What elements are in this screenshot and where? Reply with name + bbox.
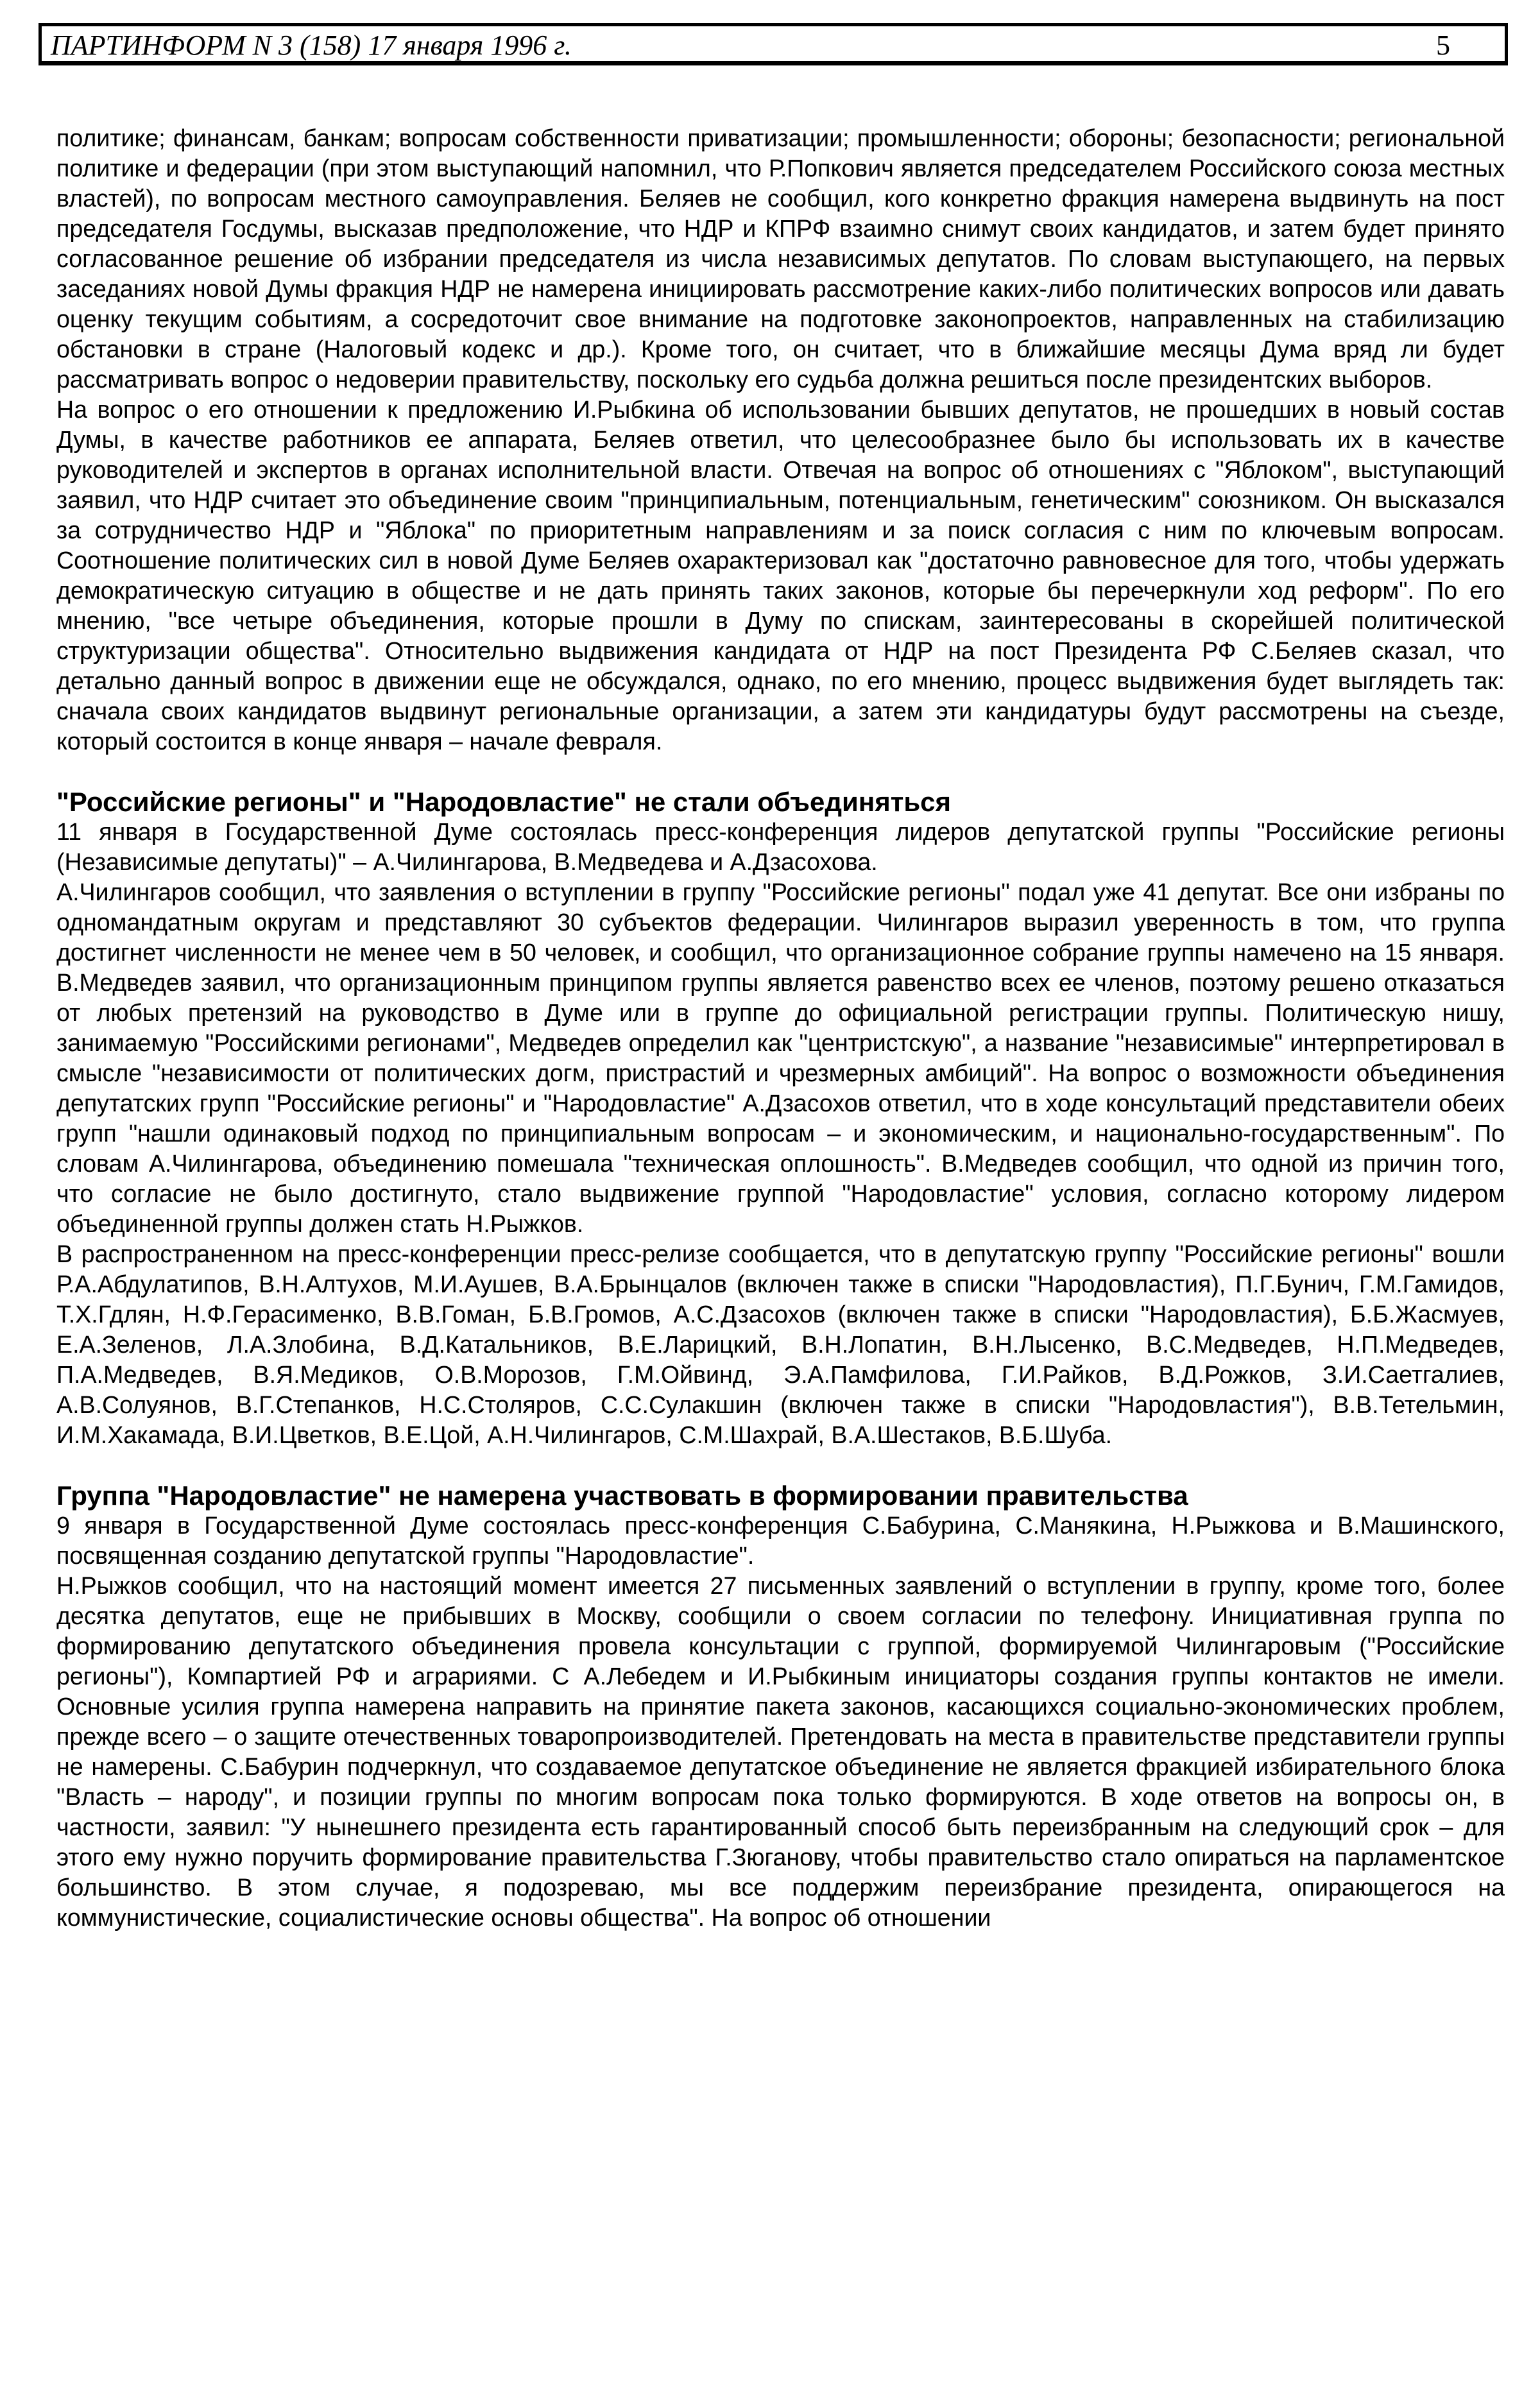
page-header [38,23,1508,65]
article2-heading: "Российские регионы" и "Народовластие" не стали объединяться [56,787,951,817]
article3-paragraph-2: Н.Рыжков сообщил, что на настоящий момент имеется 27 письменных заявлений о вступлении в группу, кроме того, более десятка депутатов, еще не прибывших в Москву, сообщили о своем согласии по телефону. Инициативная группа по формированию депутатского объединения провела консультации с группой, формируемой Чилингаровым ("Российские регионы"), Компартией РФ и аграриями. С А.Лебедем и И.Рыбкиным инициаторы создания группы контактов не имели. Основные усилия группа намерена направить на принятие пакета законов, касающихся социально-экономических проблем, прежде всего – о защите отечественных товаропроизводителей. Претендовать на места в правительстве представители группы не намерены. С.Бабурин подчеркнул, что создаваемое депутатское объединение не является фракцией избирательного блока "Власть – народу", и позиции группы по многим вопросам пока только формируются. В ходе ответов на вопросы он, в частности, заявил: "У нынешнего президента есть гарантированный способ быть переизбранным на следующий срок – для этого ему нужно поручить формирование правительства Г.Зюганову, чтобы правительство стало опираться на парламентское большинство. В этом случае, я подозреваю, мы все поддержим переизбрание президента, опирающегося на коммунистические, социалистические основы общества". На вопрос об отношении [56,1572,1505,1931]
publication-title: ПАРТИНФОРМ N 3 (158) 17 января 1996 г. [51,30,572,61]
article2-paragraph-1: 11 января в Государственной Думе состоялась пресс-конференция лидеров депутатской группы "Российские регионы (Независимые депутаты)" – А.Чилингарова, В.Медведева и А.Дзасохова. [56,818,1505,875]
article1-paragraph-1: политике; финансам, банкам; вопросам собственности приватизации; промышленности; обороны; безопасности; региональной политике и федерации (при этом выступающий напомнил, что Р.Попкович является председателем Российского союза местных властей), по вопросам местного самоуправления. Беляев не сообщил, кого конкретно фракция намерена выдвинуть на пост председателя Госдумы, высказав предположение, что НДР и КПРФ взаимно снимут своих кандидатов, и затем будет принято согласованное решение об избрании председателя из числа независимых депутатов. По словам выступающего, на первых заседаниях новой Думы фракция НДР не намерена инициировать рассмотрение каких-либо политических вопросов или давать оценку текущим событиям, а сосредоточит свое внимание на подготовке законопроектов, направленных на стабилизацию обстановки в стране (Налоговый кодекс и др.). Кроме того, он считает, что в ближайшие месяцы Дума вряд ли будет рассматривать вопрос о недоверии правительству, поскольку его судьба должна решиться после президентских выборов. [56,124,1505,393]
article2-paragraph-3: В распространенном на пресс-конференции пресс-релизе сообщается, что в депутатскую группу "Российские регионы" вошли Р.А.Абдулатипов, В.Н.Алтухов, М.И.Аушев, В.А.Брынцалов (включен также в списки "Народовластия), П.Г.Бунич, Г.М.Гамидов, Т.Х.Гдлян, Н.Ф.Герасименко, В.В.Гоман, Б.В.Громов, А.С.Дзасохов (включен также в списки "Народовластия), Б.Б.Жасмуев, Е.А.Зеленов, Л.А.Злобина, В.Д.Катальников, В.Е.Ларицкий, В.Н.Лопатин, В.Н.Лысенко, В.С.Медведев, Н.П.Медведев, П.А.Медведев, В.Я.Медиков, О.В.Морозов, Г.М.Ойвинд, Э.А.Памфилова, Г.И.Райков, В.Д.Рожков, З.И.Саетгалиев, А.В.Солуянов, В.Г.Степанков, Н.С.Столяров, С.С.Сулакшин (включен также в списки "Народовластия"), В.В.Тетельмин, И.М.Хакамада, В.И.Цветков, В.Е.Цой, А.Н.Чилингаров, С.М.Шахрай, В.А.Шестаков, В.Б.Шуба. [56,1240,1505,1448]
section-gap [56,757,1505,787]
article1-paragraph-2: На вопрос о его отношении к предложению И.Рыбкина об использовании бывших депутатов, не прошедших в новый состав Думы, в качестве работников ее аппарата, Беляев ответил, что целесообразнее было бы использовать их в качестве руководителей и экспертов в органах исполнительной власти. Отвечая на вопрос об отношениях с "Яблоком", выступающий заявил, что НДР считает это объединение своим "принципиальным, потенциальным, генетическим" союзником. Он высказался за сотрудничество НДР и "Яблока" по приоритетным направлениям и за поиск согласия с ним по ключевым вопросам. Соотношение политических сил в новой Думе Беляев охарактеризовал как "достаточно равновесное для того, чтобы удержать демократическую ситуацию в обществе и не дать принять таких законов, которые бы перечеркнули ход реформ". По его мнению, "все четыре объединения, которые прошли в Думу по спискам, заинтересованы в скорейшей политической структуризации общества". Относительно выдвижения кандидата от НДР на пост Президента РФ С.Беляев сказал, что детально данный вопрос в движении еще не обсуждался, однако, по его мнению, процесс выдвижения будет выглядеть так: сначала своих кандидатов выдвинут региональные организации, а затем эти кандидатуры будут рассмотрены на съезде, который состоится в конце января – начале февраля. [56,396,1505,755]
page-content [56,123,1505,1933]
article3-heading: Группа "Народовластие" не намерена участвовать в формировании правительства [56,1480,1188,1511]
article3-paragraph-1: 9 января в Государственной Думе состоялась пресс-конференция С.Бабурина, С.Манякина, Н.Рыжкова и В.Машинского, посвященная созданию депутатской группы "Народовластие". [56,1512,1505,1569]
article2-paragraph-2: А.Чилингаров сообщил, что заявления о вступлении в группу "Российские регионы" подал уже 41 депутат. Все они избраны по одномандатным округам и представляют 30 субъектов федерации. Чилингаров выразил уверенность в том, что группа достигнет численности не менее чем в 50 человек, и сообщил, что организационное собрание группы намечено на 15 января. В.Медведев заявил, что организационным принципом группы является равенство всех ее членов, поэтому решено отказаться от любых претензий на руководство в Думе или в группе до официальной регистрации группы. Политическую нишу, занимаемую "Российскими регионами", Медведев определил как "центристскую", а название "независимые" интерпретировал в смысле "независимости от политических догм, пристрастий и чрезмерных амбиций". На вопрос о возможности объединения депутатских групп "Российские регионы" и "Народовластие" А.Дзасохов ответил, что в ходе консультаций представители обеих групп "нашли одинаковый подход по принципиальным вопросам – и экономическим, и национально-государственным". По словам А.Чилингарова, объединению помешала "техническая оплошность". В.Медведев сообщил, что одной из причин того, что согласие не было достигнуто, стало выдвижение группой "Народовластие" условия, согласно которому лидером объединенной группы должен стать Н.Рыжков. [56,878,1505,1237]
page-number: 5 [1436,30,1450,61]
section-gap [56,1450,1505,1480]
